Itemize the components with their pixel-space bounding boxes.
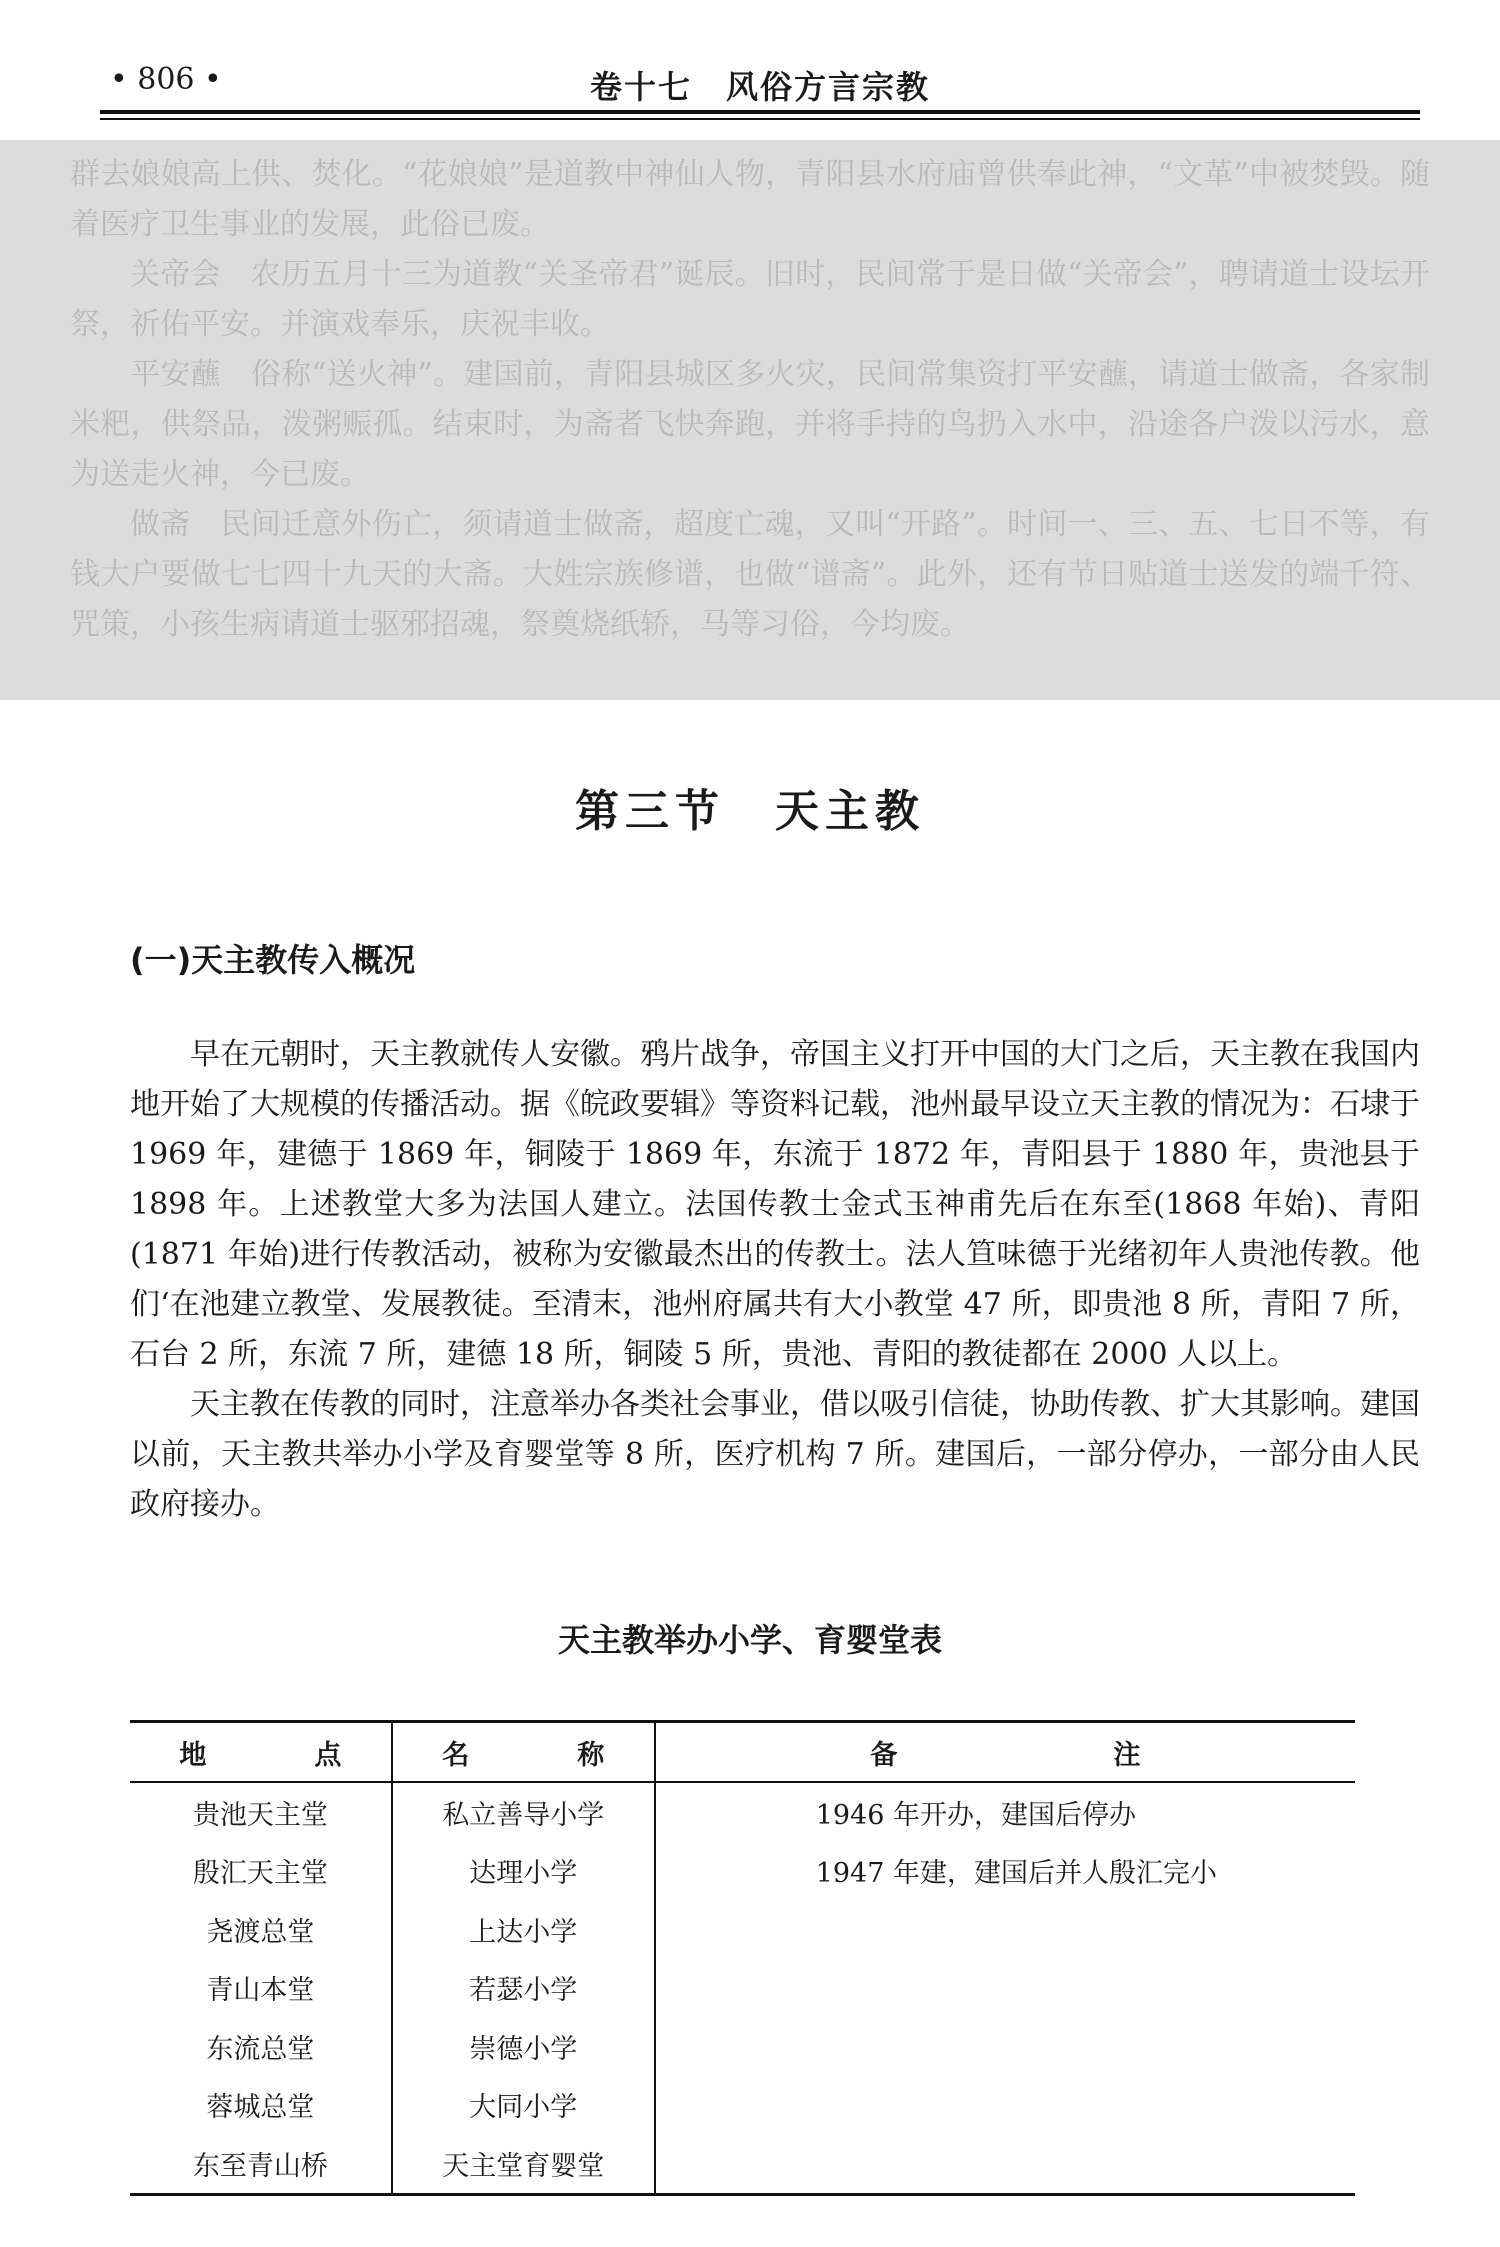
table-row <box>130 1842 1355 1901</box>
faded-paragraph: 做斋 民间迁意外伤亡，须请道士做斋，超度亡魂，又叫“开路”。时间一、三、五、七日不等，有钱大户要做七七四十九天的大斋。大姓宗族修谱，也做“谱斋”。此外，还有节日贴道士送发的端千符、咒策，小孩生病请道士驱邪招魂，祭奠烧纸轿，马等习俗，今均废。 <box>70 507 1430 642</box>
table-row <box>130 2134 1355 2194</box>
cell-location: 东流总堂 <box>130 2017 392 2076</box>
cell-location: 贵池天主堂 <box>130 1782 392 1842</box>
table-row <box>130 1782 1355 1842</box>
running-title: 卷十七 风俗方言宗教 <box>589 68 930 106</box>
cell-remarks: 1947 年建，建国后并人殷汇完小 <box>815 1858 1217 1890</box>
table-header-row <box>130 1722 1355 1783</box>
table-row <box>130 2076 1355 2135</box>
cell-location: 殷汇天主堂 <box>130 1842 392 1901</box>
header-rule-thick <box>100 110 1420 114</box>
table-title: 天主教举办小学、育婴堂表 <box>557 1621 942 1659</box>
header-remarks: 备 注 <box>655 1722 1355 1783</box>
page-header <box>100 62 1420 114</box>
cell-remarks <box>655 1900 1355 1959</box>
faded-paragraph: 平安蘸 俗称“送火神”。建国前，青阳县城区多火灾，民间常集资打平安蘸，请道士做斋，各家制米粑，供祭品，泼粥赈孤。结束时，为斋者飞快奔跑，并将手持的鸟扔入水中，沿途各户泼以污水，意为送走火神，今已废。 <box>70 357 1430 492</box>
cell-location: 蓉城总堂 <box>130 2076 392 2135</box>
faded-paragraph: 关帝会 农历五月十三为道教“关圣帝君”诞辰。旧时，民间常于是日做“关帝会”，聘请道士设坛开祭，祈佑平安。并演戏奉乐，庆祝丰收。 <box>70 257 1430 342</box>
cell-name: 大同小学 <box>392 2076 655 2135</box>
header-location: 地 点 <box>130 1722 392 1783</box>
faded-paragraph: 群去娘娘高上供、焚化。“花娘娘”是道教中神仙人物，青阳县水府庙曾供奉此神，“文革”中被焚毁。随着医疗卫生事业的发展，此俗已废。 <box>70 157 1430 242</box>
cell-remarks <box>655 2076 1355 2135</box>
header-name: 名 称 <box>392 1722 655 1783</box>
cell-location: 尧渡总堂 <box>130 1900 392 1959</box>
cell-name: 若瑟小学 <box>392 1959 655 2018</box>
header-rule-thin <box>100 118 1420 120</box>
cell-name: 上达小学 <box>392 1900 655 1959</box>
cell-location: 东至青山桥 <box>130 2134 392 2194</box>
cell-location: 青山本堂 <box>130 1959 392 2018</box>
body-text <box>130 1030 1420 1530</box>
body-paragraph: 早在元朝时，天主教就传人安徽。鸦片战争，帝国主义打开中国的大门之后，天主教在我国内地开始了大规模的传播活动。据《皖政要辑》等资料记载，池州最早设立天主教的情况为：石埭于 1969 年，建德于 1869 年，铜陵于 1869 年，东流于 1872 年，青阳县于 1880 年，贵池县于 1898 年。上述教堂大多为法国人建立。法国传教士金式玉神甫先后在东至(1868 年始)、青阳(1871 年始)进行传教活动，被称为安徽最杰出的传教士。法人笪味德于光绪初年人贵池传教。他们‘在池建立教堂、发展教徒。至清末，池州府属共有大小教堂 47 所，即贵池 8 所，青阳 7 所，石台 2 所，东流 7 所，建德 18 所，铜陵 5 所，贵池、青阳的教徒都在 2000 人以上。 <box>130 1037 1420 1372</box>
faded-text-block <box>70 150 1430 650</box>
cell-remarks: 1946 年开办，建国后停办 <box>815 1799 1136 1831</box>
subheading: (一)天主教传入概况 <box>130 941 416 979</box>
cell-remarks <box>655 2017 1355 2076</box>
table-row <box>130 1959 1355 2018</box>
cell-remarks <box>655 2134 1355 2194</box>
cell-remarks <box>655 1959 1355 2018</box>
body-paragraph: 天主教在传教的同时，注意举办各类社会事业，借以吸引信徒，协助传教、扩大其影响。建国以前，天主教共举办小学及育婴堂等 8 所，医疗机构 7 所。建国后，一部分停办，一部分由人民政府接办。 <box>130 1387 1420 1522</box>
table-row <box>130 1900 1355 1959</box>
cell-name: 崇德小学 <box>392 2017 655 2076</box>
cell-name: 私立善导小学 <box>392 1782 655 1842</box>
table-row <box>130 2017 1355 2076</box>
page-number: • 806 • <box>110 62 222 97</box>
section-title: 第三节 天主教 <box>575 786 925 837</box>
schools-orphanages-table <box>130 1720 1355 2196</box>
cell-name: 天主堂育婴堂 <box>392 2134 655 2194</box>
cell-name: 达理小学 <box>392 1842 655 1901</box>
